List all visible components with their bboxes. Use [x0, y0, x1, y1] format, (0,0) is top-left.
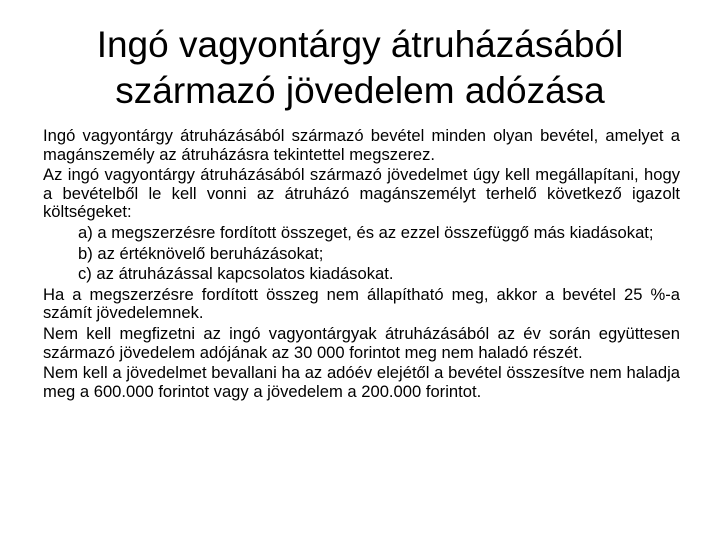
- paragraph-tax-exemption: Nem kell megfizetni az ingó vagyontárgyak átruházásából az év során együttesen származó jövedelem adójának az 30 000 forintot meg nem haladó részét.: [43, 323, 680, 362]
- slide-title: [30, 22, 690, 114]
- slide-body: [43, 127, 680, 403]
- paragraph-income-calculation: Az ingó vagyontárgy átruházásából származó jövedelmet úgy kell megállapítani, hogy a bevételből le kell vonni az átruházó magánszemélyt terhelő következő igazolt költségeket:: [43, 165, 680, 222]
- slide-title-line-2: származó jövedelem adózása: [115, 70, 605, 111]
- list-item-acquisition-cost: a) a megszerzésre fordított összeget, és az ezzel összefüggő más kiadásokat;: [78, 222, 654, 242]
- paragraph-flat-rate-income: Ha a megszerzésre fordított összeg nem állapítható meg, akkor a bevétel 25 %-a számít jövedelemnek.: [43, 284, 680, 323]
- paragraph-revenue-definition: Ingó vagyontárgy átruházásából származó bevétel minden olyan bevétel, amelyet a magánszemély az átruházásra tekintettel megszerez.: [43, 126, 680, 164]
- list-item-transfer-expenses: c) az átruházással kapcsolatos kiadásokat.: [78, 264, 394, 284]
- slide-title-line-1: Ingó vagyontárgy átruházásából: [96, 24, 624, 65]
- list-item-value-increasing-investments: b) az értéknövelő beruházásokat;: [78, 243, 324, 263]
- paragraph-declaration-exemption: Nem kell a jövedelmet bevallani ha az adóév elejétől a bevétel összesítve nem haladja meg a 600.000 forintot vagy a jövedelem a 200.000 forintot.: [43, 363, 680, 401]
